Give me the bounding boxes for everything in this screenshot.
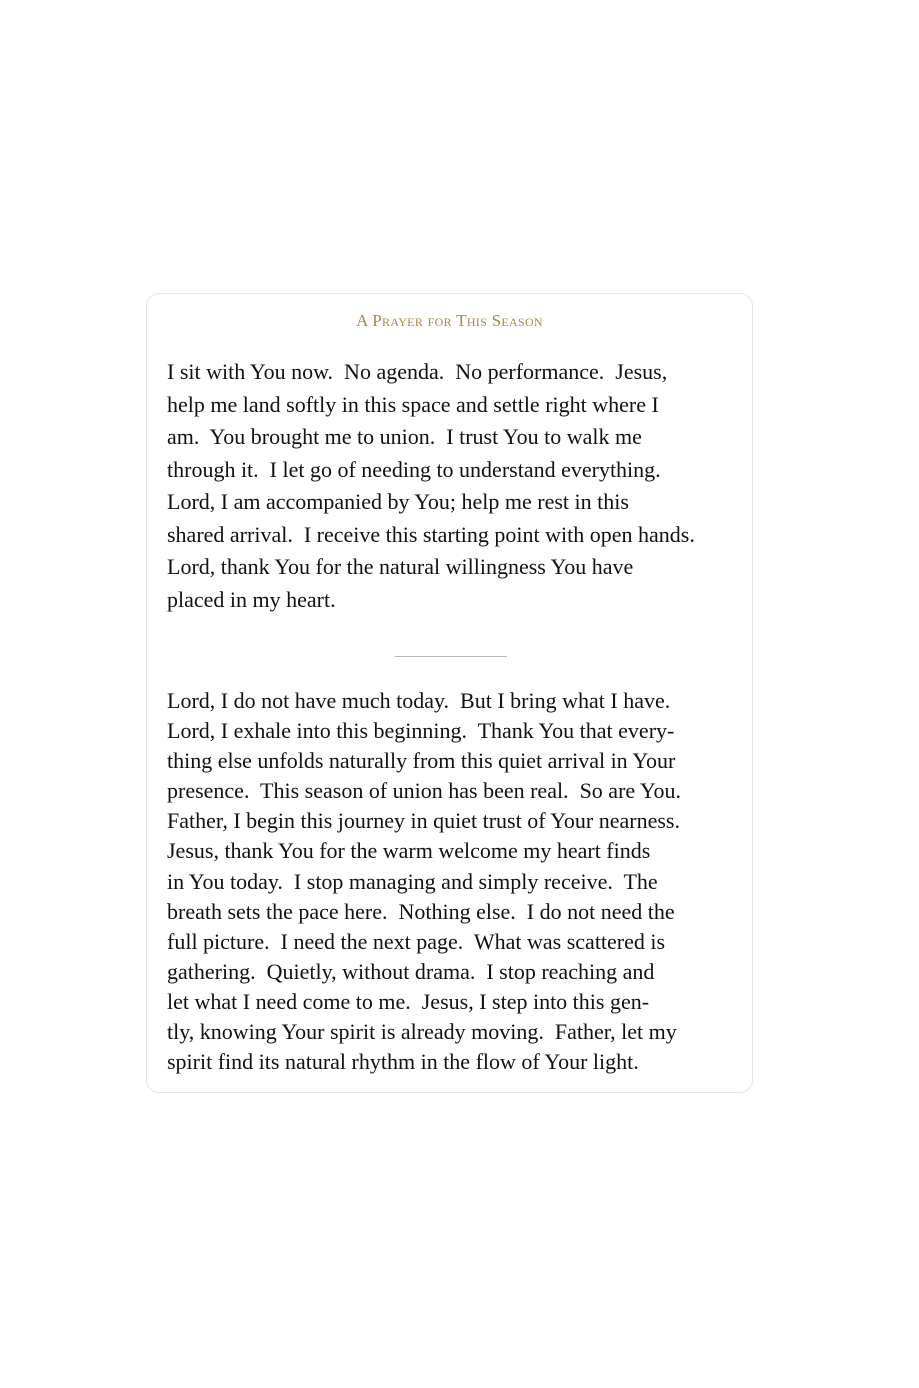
text-line: full picture. I need the next page. What was scattered is [167, 928, 666, 954]
text-line: Lord, I am accompanied by You; help me rest in this [167, 489, 629, 514]
text-line: through it. I let go of needing to understand everything. [167, 456, 661, 482]
text-line: Lord, I exhale into this beginning. Thank You that every- [167, 718, 675, 744]
text-line: I sit with You now. No agenda. No performance. Jesus, [167, 359, 668, 384]
text-line: Jesus, thank You for the warm welcome my heart finds [167, 838, 651, 864]
text-line: Father, I begin this journey in quiet trust of Your nearness. [167, 808, 680, 834]
section-divider [395, 656, 507, 657]
text-line: am. You brought me to union. I trust You to walk me [167, 424, 642, 449]
text-line: help me land softly in this space and settle right where I [167, 391, 659, 417]
text-line: spirit find its natural rhythm in the flow of Your light. [167, 1049, 639, 1075]
card-title: A Prayer for This Season [356, 311, 543, 330]
text-line: gathering. Quietly, without drama. I stop reaching and [167, 958, 655, 984]
text-line: breath sets the pace here. Nothing else. I do not need the [167, 898, 675, 924]
prayer-card [146, 293, 753, 1093]
text-line: let what I need come to me. Jesus, I step into this gen- [167, 988, 650, 1014]
text-line: presence. This season of union has been real. So are You. [167, 778, 682, 804]
text-line: thing else unfolds naturally from this quiet arrival in Your [167, 748, 676, 774]
text-line: in You today. I stop managing and simply receive. The [167, 868, 658, 894]
text-line: tly, knowing Your spirit is already moving. Father, let my [167, 1019, 677, 1045]
prayer-paragraph-1 [167, 356, 747, 616]
text-line: placed in my heart. [167, 586, 336, 612]
text-line: Lord, thank You for the natural willingness You have [167, 554, 634, 579]
prayer-paragraph-2 [167, 686, 747, 1077]
text-line: Lord, I do not have much today. But I bring what I have. [167, 688, 671, 713]
text-line: shared arrival. I receive this starting point with open hands. [167, 521, 695, 547]
